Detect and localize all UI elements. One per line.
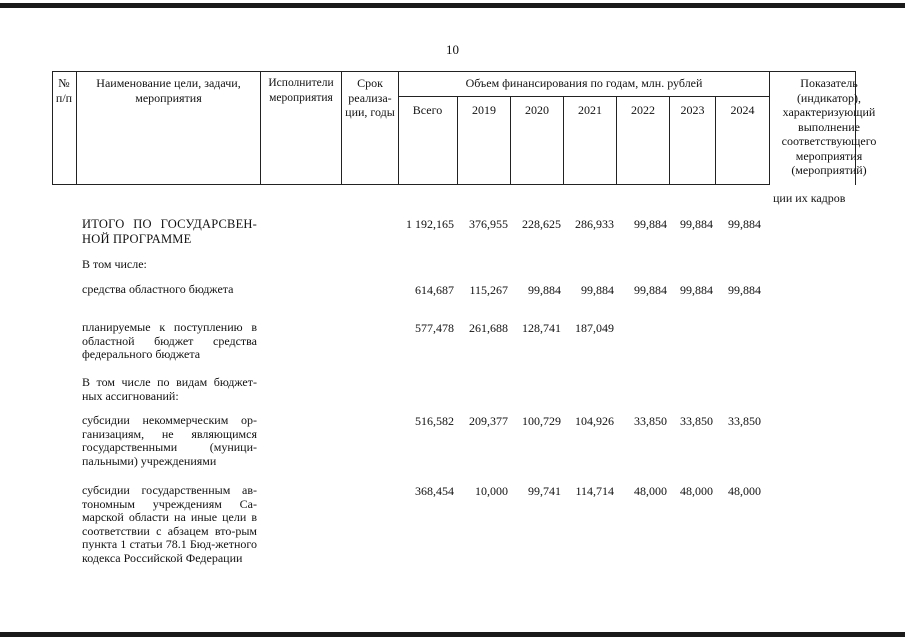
header-year-2023: 2023 [680,103,705,117]
header-year-2019: 2019 [472,103,496,117]
value-2023: 33,850 [680,414,713,428]
bottom-border [0,632,905,637]
value-2020: 99,884 [528,283,561,297]
value-2024: 99,884 [728,283,761,297]
header-col-indicator: Показатель (индикатор), характеризующий выполнение соответствующего мероприятия (мероприятий) [781,76,877,177]
value-2020: 228,625 [522,217,561,231]
value-2019: 10,000 [475,484,508,498]
value-2020: 128,741 [522,321,561,335]
header-col-term: Срок реализа-ции, годы [345,76,395,119]
header-col-number: № п/п [55,76,73,105]
header-col-total: Всего [412,103,443,117]
row-name: средства областного бюджета [82,282,234,296]
value-2022: 99,884 [634,217,667,231]
value-2019: 209,377 [469,414,508,428]
row-name: В том числе: [82,257,147,271]
value-2024: 48,000 [728,484,761,498]
value-2023: 99,884 [680,217,713,231]
value-2023: 48,000 [680,484,713,498]
value-total: 516,582 [415,414,454,428]
row-name: В том числе по видам бюджет-ных ассигнований: [82,375,257,403]
header-col-executors: Исполнители мероприятия [268,77,334,104]
header-col-funding: Объем финансирования по годам, млн. рублей [465,76,703,90]
value-total: 368,454 [415,484,454,498]
header-year-2024: 2024 [730,103,755,117]
value-2021: 104,926 [575,414,614,428]
value-2022: 48,000 [634,484,667,498]
value-2023: 99,884 [680,283,713,297]
top-border [0,3,905,8]
header-col-name: Наименование цели, задачи, мероприятия [96,76,241,105]
row-name: субсидии государственным ав-тономным учреждениям Са-марской области на иные цели в соответствии с абзацем вто-рым пункта 1 статьи 78.1 Бюд-жетного кодекса Российской Федерации [82,483,257,565]
value-total: 1 192,165 [406,217,454,231]
value-2020: 100,729 [522,414,561,428]
value-2024: 99,884 [728,217,761,231]
header-year-2020: 2020 [525,103,549,117]
value-2022: 33,850 [634,414,667,428]
row-name: планируемые к поступлению в областной бюджет средства федерального бюджета [82,320,257,361]
value-total: 577,478 [415,321,454,335]
row-name: субсидии некоммерческим ор-ганизациям, не являющимся государственными (муници-пальными) учреждениями [82,413,257,468]
header-year-2022: 2022 [631,103,655,117]
value-2019: 376,955 [469,217,508,231]
value-2021: 187,049 [575,321,614,335]
value-2019: 261,688 [469,321,508,335]
carry-over-text: ции их кадров [773,191,846,205]
value-2021: 99,884 [581,283,614,297]
value-2020: 99,741 [528,484,561,498]
value-total: 614,687 [415,283,454,297]
row-name: ИТОГО ПО ГОСУДАРСВЕН-НОЙ ПРОГРАММЕ [82,217,257,246]
header-year-2021: 2021 [578,103,602,117]
value-2021: 286,933 [575,217,614,231]
value-2019: 115,267 [469,283,508,297]
value-2021: 114,714 [575,484,614,498]
value-2024: 33,850 [728,414,761,428]
value-2022: 99,884 [634,283,667,297]
page-number: 10 [446,42,459,57]
